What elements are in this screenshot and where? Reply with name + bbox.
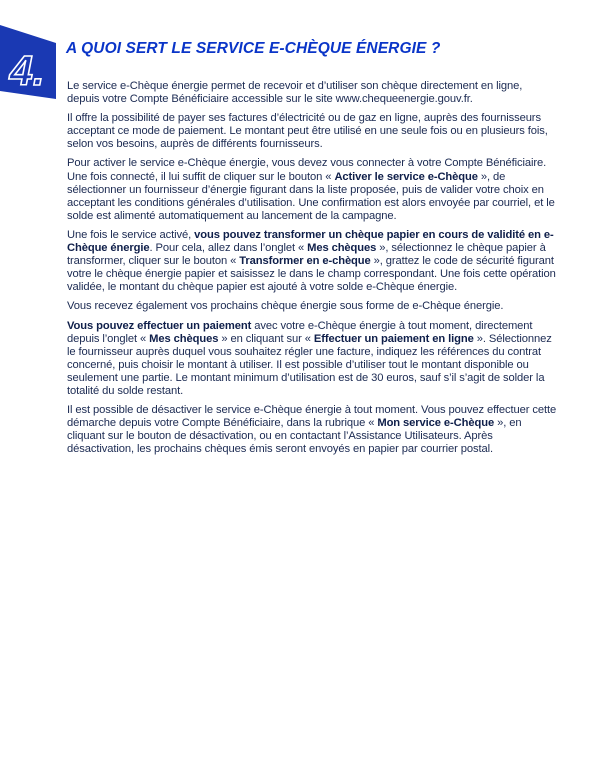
paragraph — [67, 404, 557, 456]
text-run: », en cliquant sur le bouton de désactivation, ou en contactant l’Assistance Utilisateurs. Après désactivation, les prochains chèques émis seront envoyés en papier par courrier postal. — [67, 417, 522, 456]
text-run: Le service e-Chèque énergie permet de recevoir et d’utiliser son chèque directement en ligne, depuis votre Compte Bénéficiaire accessible sur le site www.chequeenergie.gouv.fr. — [67, 80, 523, 106]
section-badge-shape — [0, 25, 56, 99]
paragraph — [67, 80, 557, 106]
bold-text: Effectuer un paiement en ligne — [313, 332, 474, 345]
paragraph — [67, 320, 557, 399]
body-text — [67, 80, 557, 462]
paragraph — [67, 157, 557, 222]
bold-text: Vous pouvez effectuer un paiement — [67, 319, 252, 332]
text-run: Vous recevez également vos prochains chèque énergie sous forme de e-Chèque énergie. — [67, 300, 504, 313]
bold-text: Mon service e-Chèque — [377, 417, 495, 430]
text-run: Pour activer le service e-Chèque énergie, vous devez vous connecter à votre Compte Bénéficiaire. Une fois connecté, il lui suffit de cliquer sur le bouton « — [67, 157, 547, 183]
section-number: 4. — [9, 47, 45, 94]
text-run: avec votre e-Chèque énergie à tout moment, directement depuis l’onglet « — [67, 319, 533, 345]
paragraph — [67, 229, 557, 294]
bold-text: Activer le service e-Chèque — [334, 170, 478, 183]
text-run: », grattez le code de sécurité figurant votre le chèque énergie papier et saisissez le dans le champ correspondant. Une fois cette opération validée, le montant du chèque papier est ajouté à votre solde e-Chèque énergie. — [67, 255, 556, 294]
bold-text: Mes chèques — [149, 332, 219, 345]
bold-text: Mes chèques — [307, 242, 377, 255]
bold-text: vous pouvez transformer un chèque papier en cours de validité en e-Chèque énergie — [67, 228, 554, 255]
paragraph — [67, 112, 557, 151]
text-run: Une fois le service activé, — [67, 228, 195, 241]
section-number-badge — [0, 25, 56, 99]
text-run: » en cliquant sur « — [218, 332, 314, 345]
text-run: Il offre la possibilité de payer ses factures d’électricité ou de gaz en ligne, auprès des fournisseurs acceptant ce mode de paiement. Le montant peut être utilisé en une seule fois ou en plusieurs fois, selon vos besoins, auprès de différents fournisseurs. — [67, 112, 548, 151]
paragraph — [67, 300, 557, 313]
text-run: », de sélectionner un fournisseur d’énergie figurant dans la liste proposée, puis de valider votre choix en acceptant les conditions générales d’utilisation. Une confirmation est alors envoyée par courriel, et le solde est alimenté automatiquement au lancement de la campagne. — [67, 170, 555, 222]
text-run: Il est possible de désactiver le service e-Chèque énergie à tout moment. Vous pouvez effectuer cette démarche depuis votre Compte Bénéficiaire, dans la rubrique « — [67, 404, 557, 430]
text-run: . Pour cela, allez dans l’onglet « — [149, 242, 308, 255]
text-run: ». Sélectionnez le fournisseur auprès duquel vous souhaitez régler une facture, indiquez les références du contrat concerné, puis choisir le montant à utiliser. Il est possible d’utiliser tout le montant disponible ou seulement une partie. Le montant minimum d’utilisation est de 30 euros, sauf s’il s’agit de solder la totalité du solde restant. — [67, 332, 552, 397]
page-title: A QUOI SERT LE SERVICE E-CHÈQUE ÉNERGIE ? — [66, 40, 441, 57]
text-run: », sélectionnez le chèque papier à transformer, cliquer sur le bouton « — [67, 242, 546, 268]
bold-text: Transformer en e-chèque — [239, 255, 371, 268]
